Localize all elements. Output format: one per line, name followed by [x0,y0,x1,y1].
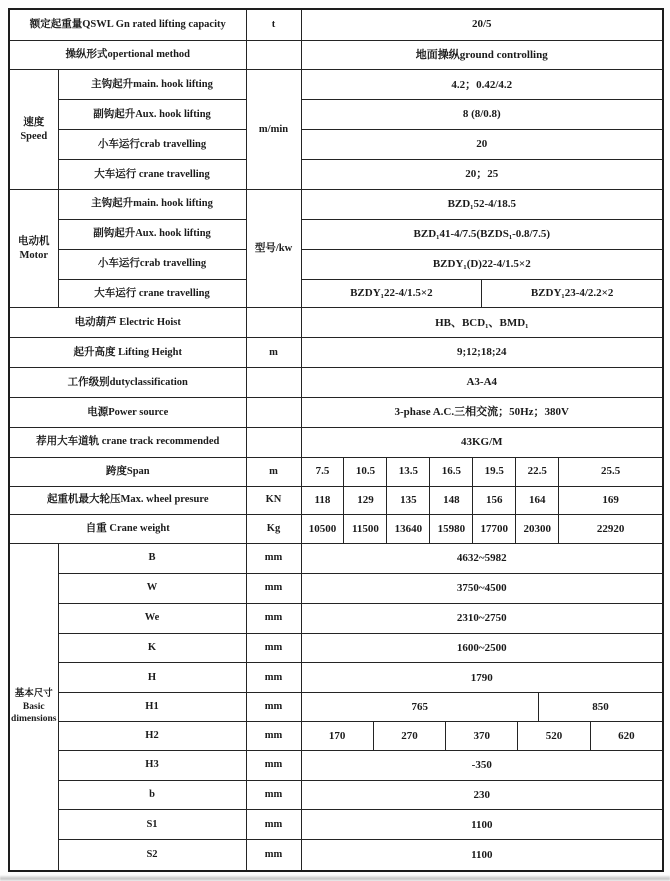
lifting-height-value: 9;12;18;24 [301,338,663,368]
dim-We-unit: mm [246,603,301,633]
span-label: 跨度Span [9,457,246,486]
row-dim-S2 [9,840,663,871]
span-value-2: 13.5 [386,458,429,486]
speed-crane-label: 大车运行 crane travelling [58,160,246,190]
speed-group-en: Speed [20,130,48,142]
dims-group-zh: 基本尺寸 [14,688,53,699]
dim-S1-label: S1 [58,810,246,840]
dim-H2-values [301,722,663,751]
crane-weight-value-5: 20300 [515,515,558,543]
crane-weight-value-1: 11500 [343,515,386,543]
speed-aux-value: 8 (8/0.8) [301,100,663,130]
electric-hoist-value: HB、BCD₁、BMD₁ [301,308,663,338]
dim-H-label: H [58,663,246,693]
span-value-3: 16.5 [429,458,472,486]
row-dim-We [9,603,663,633]
dim-S2-unit: mm [246,840,301,871]
wheel-pressure-value-2: 135 [386,487,429,515]
speed-crab-value: 20 [301,130,663,160]
crane-weight-unit: Kg [246,515,301,544]
row-speed-crane [9,160,663,190]
motor-aux-label: 副钩起升Aux. hook lifting [58,219,246,249]
power-source-label: 电源Power source [9,398,246,428]
dim-H1-values [301,693,663,722]
dim-H2-value-0: 170 [328,729,346,742]
dim-S2-value: 1100 [301,840,663,871]
row-power-source [9,398,663,428]
row-dim-B [9,543,663,573]
row-dim-H3 [9,750,663,780]
motor-group-zh: 电动机 [18,236,50,248]
scan-artifact-shadow [0,875,670,881]
duty-classification-unit [246,368,301,398]
row-motor-main-hook [9,190,663,220]
row-duty-classification [9,368,663,398]
operational-method-unit [246,40,301,70]
span-value-1: 10.5 [343,458,386,486]
motor-crane-values [301,279,663,308]
wheel-pressure-value-0: 118 [314,494,331,507]
dim-H1-label: H1 [58,693,246,722]
motor-unit: 型号/kw [246,190,301,308]
motor-aux-value: BZD₁41-4/7.5(BZDS₁-0.8/7.5) [301,219,663,249]
row-dim-K [9,633,663,663]
rated-capacity-unit: t [246,9,301,40]
row-wheel-pressure [9,486,663,515]
duty-classification-value: A3-A4 [301,368,663,398]
operational-method-value: 地面操纵ground controlling [301,40,663,70]
dim-H3-label: H3 [58,750,246,780]
crane-track-label: 荐用大车道轨 crane track recommended [9,428,246,458]
dim-H1-value-0: 765 [411,700,428,713]
dim-S1-value: 1100 [301,810,663,840]
motor-crab-label: 小车运行crab travelling [58,249,246,279]
dim-K-unit: mm [246,633,301,663]
rated-capacity-label: 额定起重量QSWL Gn rated lifting capacity [9,9,246,40]
row-rated-capacity [9,9,663,40]
dim-H2-value-2: 370 [445,722,517,750]
dim-b-value: 230 [301,780,663,810]
crane-weight-value-0: 10500 [308,522,337,535]
span-value-5: 22.5 [515,458,558,486]
wheel-pressure-value-5: 164 [515,487,558,515]
row-electric-hoist [9,308,663,338]
motor-main-label: 主钩起升main. hook lifting [58,190,246,220]
crane-track-unit [246,428,301,458]
motor-crab-value: BZDY₁(D)22-4/1.5×2 [301,249,663,279]
dims-group-cell [9,543,58,871]
speed-aux-label: 副钩起升Aux. hook lifting [58,100,246,130]
dim-b-unit: mm [246,780,301,810]
row-speed-aux-hook [9,100,663,130]
wheel-pressure-values [301,486,663,515]
duty-classification-label: 工作级别dutyclassification [9,368,246,398]
dim-W-unit: mm [246,573,301,603]
crane-weight-label: 自重 Crane weight [9,515,246,544]
dim-S1-unit: mm [246,810,301,840]
crane-weight-values [301,515,663,544]
row-operational-method [9,40,663,70]
speed-group-zh: 速度 [23,117,45,129]
dim-H2-value-3: 520 [517,722,589,750]
wheel-pressure-value-4: 156 [472,487,515,515]
motor-group-cell [9,190,58,308]
crane-weight-value-3: 15980 [429,515,472,543]
row-speed-main-hook [9,70,663,100]
wheel-pressure-value-6: 169 [558,487,662,515]
motor-crane-label: 大车运行 crane travelling [58,279,246,308]
rated-capacity-value: 20/5 [301,9,663,40]
motor-crane-value-left: BZDY₁22-4/1.5×2 [350,287,433,300]
dim-B-unit: mm [246,543,301,573]
dim-K-value: 1600~2500 [301,633,663,663]
dim-H3-unit: mm [246,750,301,780]
row-dim-S1 [9,810,663,840]
dim-H2-value-4: 620 [590,722,662,750]
row-dim-H1 [9,693,663,722]
electric-hoist-unit [246,308,301,338]
span-values [301,457,663,486]
span-value-0: 7.5 [315,465,330,478]
dim-H-value: 1790 [301,663,663,693]
dim-S2-label: S2 [58,840,246,871]
dim-B-label: B [58,543,246,573]
span-value-6: 25.5 [558,458,662,486]
crane-spec-table [8,8,664,872]
crane-weight-value-2: 13640 [386,515,429,543]
dim-H2-value-1: 270 [373,722,445,750]
dim-H1-value-1: 850 [538,693,662,721]
speed-group-cell [9,70,58,190]
electric-hoist-label: 电动葫芦 Electric Hoist [9,308,246,338]
speed-crane-value: 20；25 [301,160,663,190]
wheel-pressure-label: 起重机最大轮压Max. wheel presure [9,486,246,515]
dim-We-value: 2310~2750 [301,603,663,633]
dim-H1-unit: mm [246,693,301,722]
speed-unit: m/min [246,70,301,190]
crane-weight-value-4: 17700 [472,515,515,543]
speed-main-value: 4.2；0.42/4.2 [301,70,663,100]
row-speed-crab [9,130,663,160]
wheel-pressure-value-1: 129 [343,487,386,515]
power-source-value: 3-phase A.C.三相交流；50Hz；380V [301,398,663,428]
lifting-height-unit: m [246,338,301,368]
row-span [9,457,663,486]
row-motor-crane [9,279,663,308]
row-dim-H2 [9,722,663,751]
row-dim-H [9,663,663,693]
dim-H3-value: -350 [301,750,663,780]
wheel-pressure-unit: KN [246,486,301,515]
speed-main-label: 主钩起升main. hook lifting [58,70,246,100]
span-unit: m [246,457,301,486]
dim-W-label: W [58,573,246,603]
operational-method-label: 操纵形式opertional method [9,40,246,70]
dim-H2-label: H2 [58,722,246,751]
dims-group-en: Basic dimensions [11,701,57,725]
dim-K-label: K [58,633,246,663]
dim-b-label: b [58,780,246,810]
motor-group-en: Motor [19,249,49,261]
dim-B-value: 4632~5982 [301,543,663,573]
speed-crab-label: 小车运行crab travelling [58,130,246,160]
crane-weight-value-6: 22920 [558,515,662,543]
wheel-pressure-value-3: 148 [429,487,472,515]
row-dim-b [9,780,663,810]
row-crane-weight [9,515,663,544]
row-lifting-height [9,338,663,368]
dim-H-unit: mm [246,663,301,693]
motor-main-value: BZD₁52-4/18.5 [301,190,663,220]
dim-We-label: We [58,603,246,633]
lifting-height-label: 起升高度 Lifting Height [9,338,246,368]
crane-track-value: 43KG/M [301,428,663,458]
dim-W-value: 3750~4500 [301,573,663,603]
motor-crane-value-right: BZDY₁23-4/2.2×2 [481,280,662,308]
power-source-unit [246,398,301,428]
row-motor-crab [9,249,663,279]
row-motor-aux-hook [9,219,663,249]
row-crane-track [9,428,663,458]
row-dim-W [9,573,663,603]
span-value-4: 19.5 [472,458,515,486]
dim-H2-unit: mm [246,722,301,751]
